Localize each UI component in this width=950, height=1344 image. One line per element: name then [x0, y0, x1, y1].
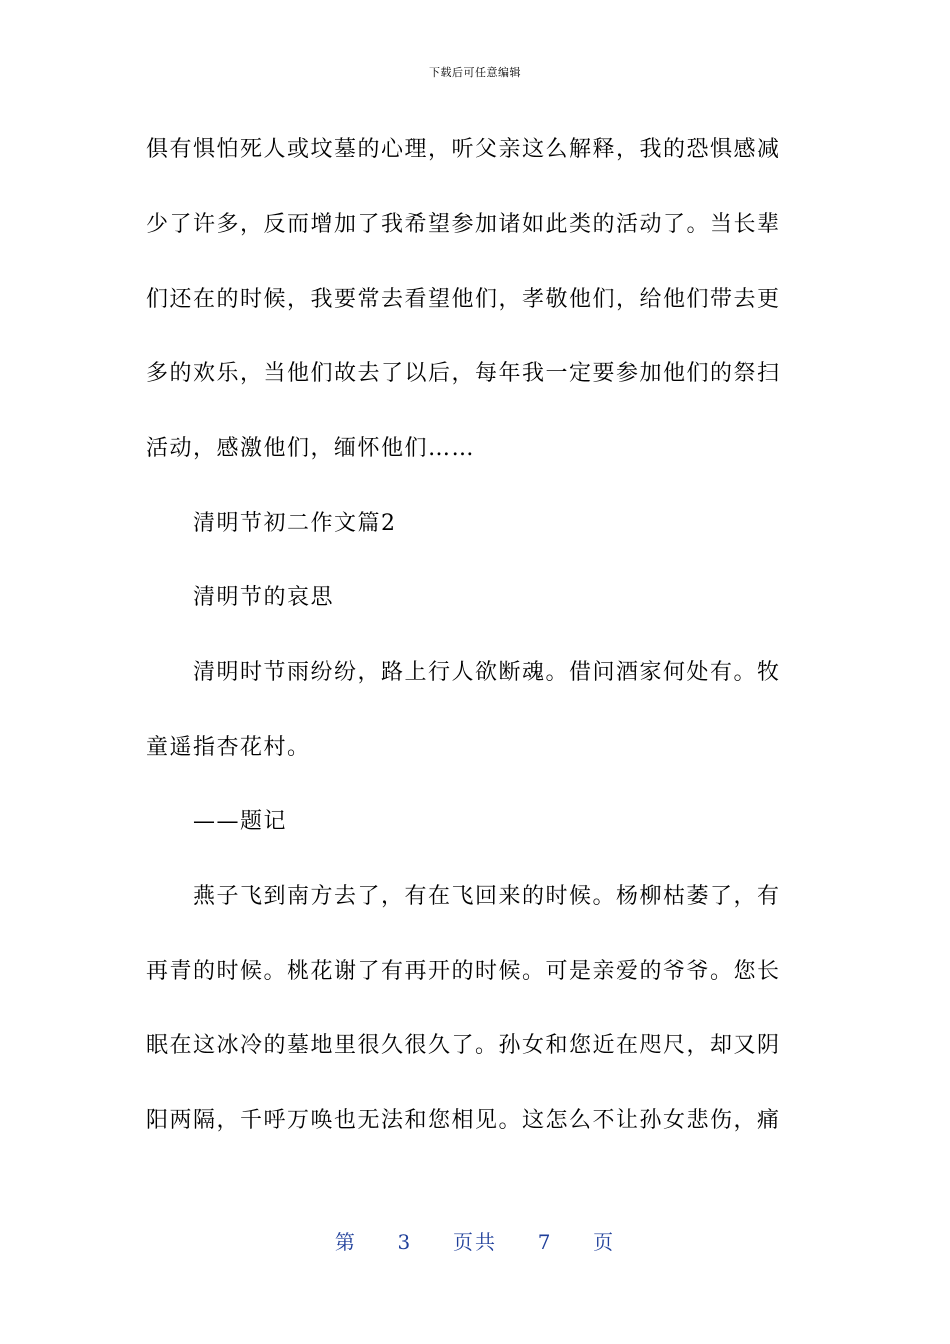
- text-line: 少了许多，反而增加了我希望参加诸如此类的活动了。当长辈: [146, 212, 781, 237]
- text-line: 阳两隔，千呼万唤也无法和您相见。这怎么不让孙女悲伤，痛: [146, 1108, 781, 1133]
- text-line: 活动，感激他们，缅怀他们……: [146, 436, 476, 461]
- footer-middle: 页共: [453, 1230, 497, 1254]
- epigraph-attribution: ——题记: [193, 809, 288, 834]
- page-number-footer: [0, 1226, 950, 1255]
- current-page-number: 3: [397, 1230, 413, 1254]
- section-title: 清明节初二作文篇2: [193, 511, 397, 536]
- essay-title: 清明节的哀思: [193, 585, 335, 610]
- text-line: 俱有惧怕死人或坟墓的心理，听父亲这么解释，我的恐惧感减: [146, 137, 781, 162]
- total-pages-number: 7: [537, 1230, 553, 1254]
- text-line: 们还在的时候，我要常去看望他们，孝敬他们，给他们带去更: [146, 287, 781, 312]
- footer-suffix: 页: [593, 1230, 616, 1254]
- text-line: 童遥指杏花村。: [146, 735, 311, 760]
- text-line: 再青的时候。桃花谢了有再开的时候。可是亲爱的爷爷。您长: [146, 959, 781, 984]
- footer-prefix: 第: [334, 1230, 357, 1254]
- text-line: 燕子飞到南方去了，有在飞回来的时候。杨柳枯萎了，有: [193, 884, 781, 909]
- text-line: 清明时节雨纷纷，路上行人欲断魂。借问酒家何处有。牧: [193, 660, 781, 685]
- text-line: 眠在这冰冷的墓地里很久很久了。孙女和您近在咫尺，却又阴: [146, 1033, 781, 1058]
- page-header-note: 下载后可任意编辑: [429, 66, 521, 79]
- text-line: 多的欢乐，当他们故去了以后，每年我一定要参加他们的祭扫: [146, 361, 781, 386]
